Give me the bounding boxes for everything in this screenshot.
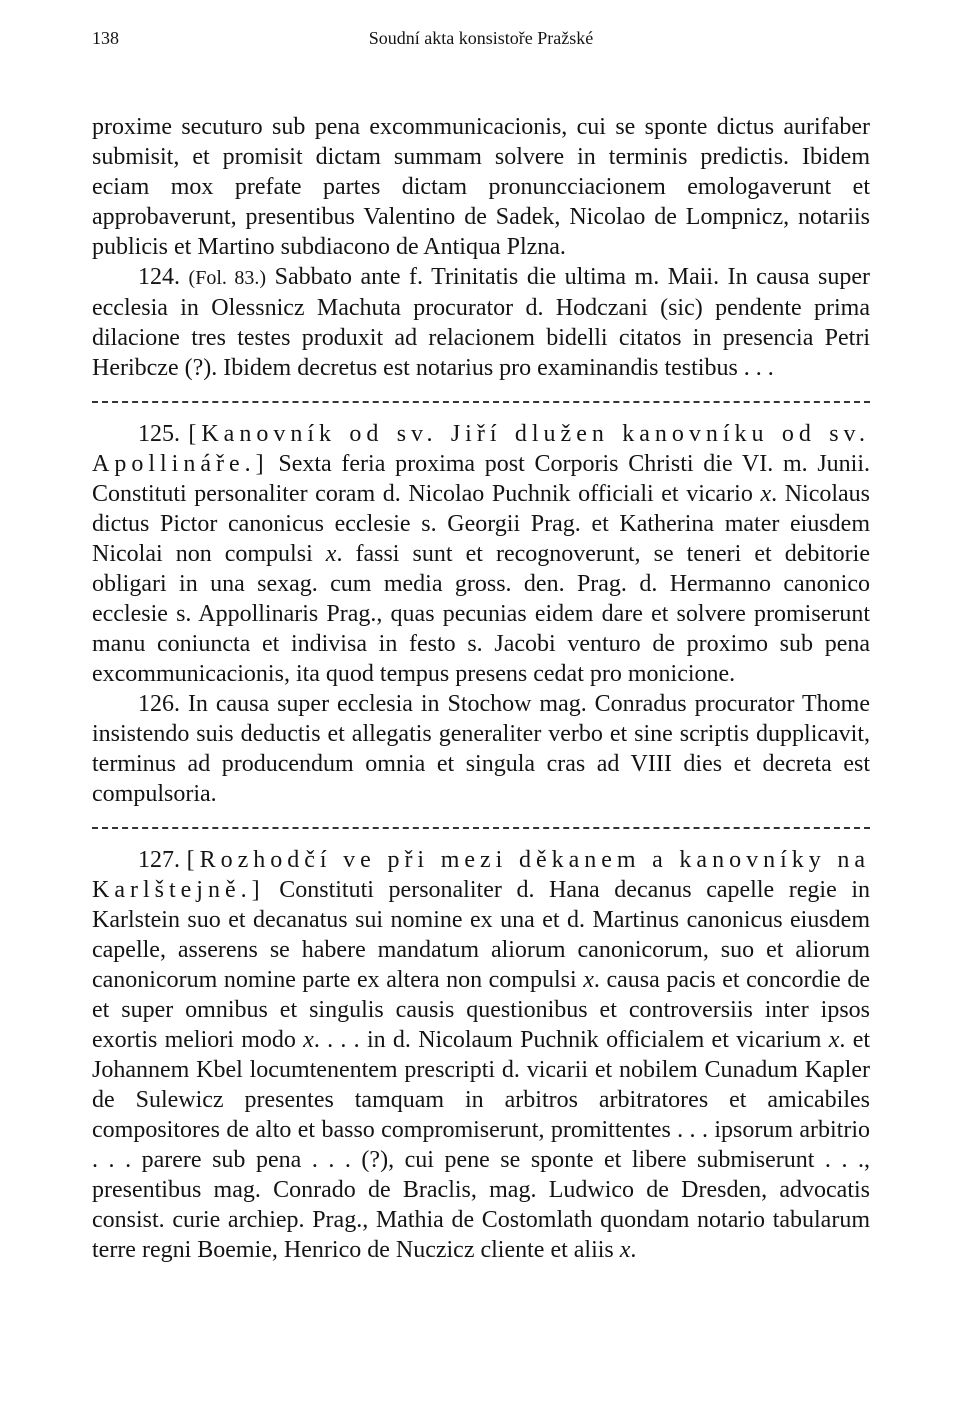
document-page	[92, 28, 870, 1265]
entry-number: 124.	[138, 264, 180, 290]
x-symbol: x	[828, 1027, 840, 1053]
folio-ref: (Fol. 83.)	[188, 267, 267, 289]
entry-text: In causa super ecclesia in Stochow mag. Conradus procurator Thome insistendo suis deductis et allegatis generaliter verbo et sine scriptis dupplicavit, terminus ad producendum omnia et singula cras ad VIII dies et decreta est compulsoria.	[92, 691, 871, 807]
entry-text: . . . . in d. Nicolaum Puchnik officialem et vicarium	[313, 1027, 822, 1053]
entry-126	[92, 689, 870, 809]
entry-text: .	[630, 1237, 637, 1263]
entry-text: . et Johannem Kbel locumtenentem prescripti d. vicarii et nobilem Cunadum Kapler de Sulewicz presentes tamquam in arbitros arbitratores et amicabiles compositores de alto et basso compromiserunt, promittentes . . . ipsorum arbitrio . . . parere sub pena . . . (?), cui pene se sponte et libere submiserunt . . ., presentibus mag. Conrado de Braclis, mag. Ludwico de Dresden, advocatis consist. curie archiep. Prag., Mathia de Costomlath quondam notario tabularum terre regni Boemie, Henrico de Nuczicz cliente et aliis	[92, 1027, 871, 1263]
intro-paragraph: proxime secuturo sub pena excommunicacionis, cui se sponte dictus aurifaber submisit, et promisit dictam summam solvere in terminis predictis. Ibidem eciam mox prefate partes dictam pronuncciacionem emologaverunt et approbaverunt, presentibus Valentino de Sadek, Nicolao de Lompnicz, notariis publicis et Martino subdiacono de Antiqua Plzna.	[92, 114, 870, 260]
section-separator	[92, 827, 870, 829]
entry-124	[92, 262, 870, 383]
entry-127	[92, 845, 870, 1265]
entry-125	[92, 419, 870, 689]
entry-text: . Nicolaus dictus Pictor canonicus ecclesie s. Georgii Prag. et Katherina mater eiusdem Nicolai non compulsi	[92, 481, 871, 567]
page-number: 138	[92, 28, 119, 48]
entry-text: Sabbato ante f. Trinitatis die ultima m. Maii. In causa super ecclesia in Olessnicz Machuta procurator d. Hodczani (sic) pendente prima dilacione tres testes produxit ad relacionem bidelli citatos in presencia Petri Heribcze (?). Ibidem decretus est notarius pro examinandis testibus . . .	[92, 264, 871, 381]
entry-rubric: [Kanovník od sv. Jiří dlužen kanovníku od sv. Apollináře.]	[92, 421, 871, 477]
entry-text: . causa pacis et concordie de et super omnibus et singulis causis questionibus et controversiis inter ipsos exortis meliori modo	[92, 967, 871, 1053]
x-symbol: x	[619, 1237, 631, 1263]
x-symbol: x	[325, 541, 337, 567]
entry-number: 126.	[138, 691, 180, 717]
entry-number: 125.	[138, 421, 180, 447]
x-symbol: x	[583, 967, 594, 993]
entry-text: Sexta feria proxima post Corporis Christi die VI. m. Junii. Constituti personaliter coram d. Nicolao Puchnik officiali et vicario	[92, 451, 871, 507]
entry-rubric: [Rozhodčí ve při mezi děkanem a kanovníky na Karlštejně.]	[92, 847, 870, 903]
x-symbol: x	[303, 1027, 314, 1053]
running-title: Soudní akta konsistoře Pražské	[368, 28, 594, 48]
entry-text: Constituti personaliter d. Hana decanus capelle regie in Karlstein suo et decanatus sui nomine ex una et d. Martinus canonicus eiusdem capelle, asserens se habere mandatum aliorum canonicorum, suo et aliorum canonicorum nomine parte ex altera non compulsi	[92, 877, 871, 993]
section-separator	[92, 401, 870, 403]
x-symbol: x	[760, 481, 772, 507]
entry-number: 127.	[138, 847, 180, 873]
entry-text: . fassi sunt et recognoverunt, se teneri et debitorie obligari in una sexag. cum media gross. den. Prag. d. Hermanno canonico ecclesie s. Appollinaris Prag., quas pecunias eidem dare et solvere promiserunt manu coniuncta et indivisa in festo s. Jacobi venturo de proximo sub pena excommunicacionis, ita quod tempus presens cedat pro monicione.	[92, 541, 870, 687]
page-header	[92, 28, 870, 60]
document-body	[92, 112, 870, 1265]
